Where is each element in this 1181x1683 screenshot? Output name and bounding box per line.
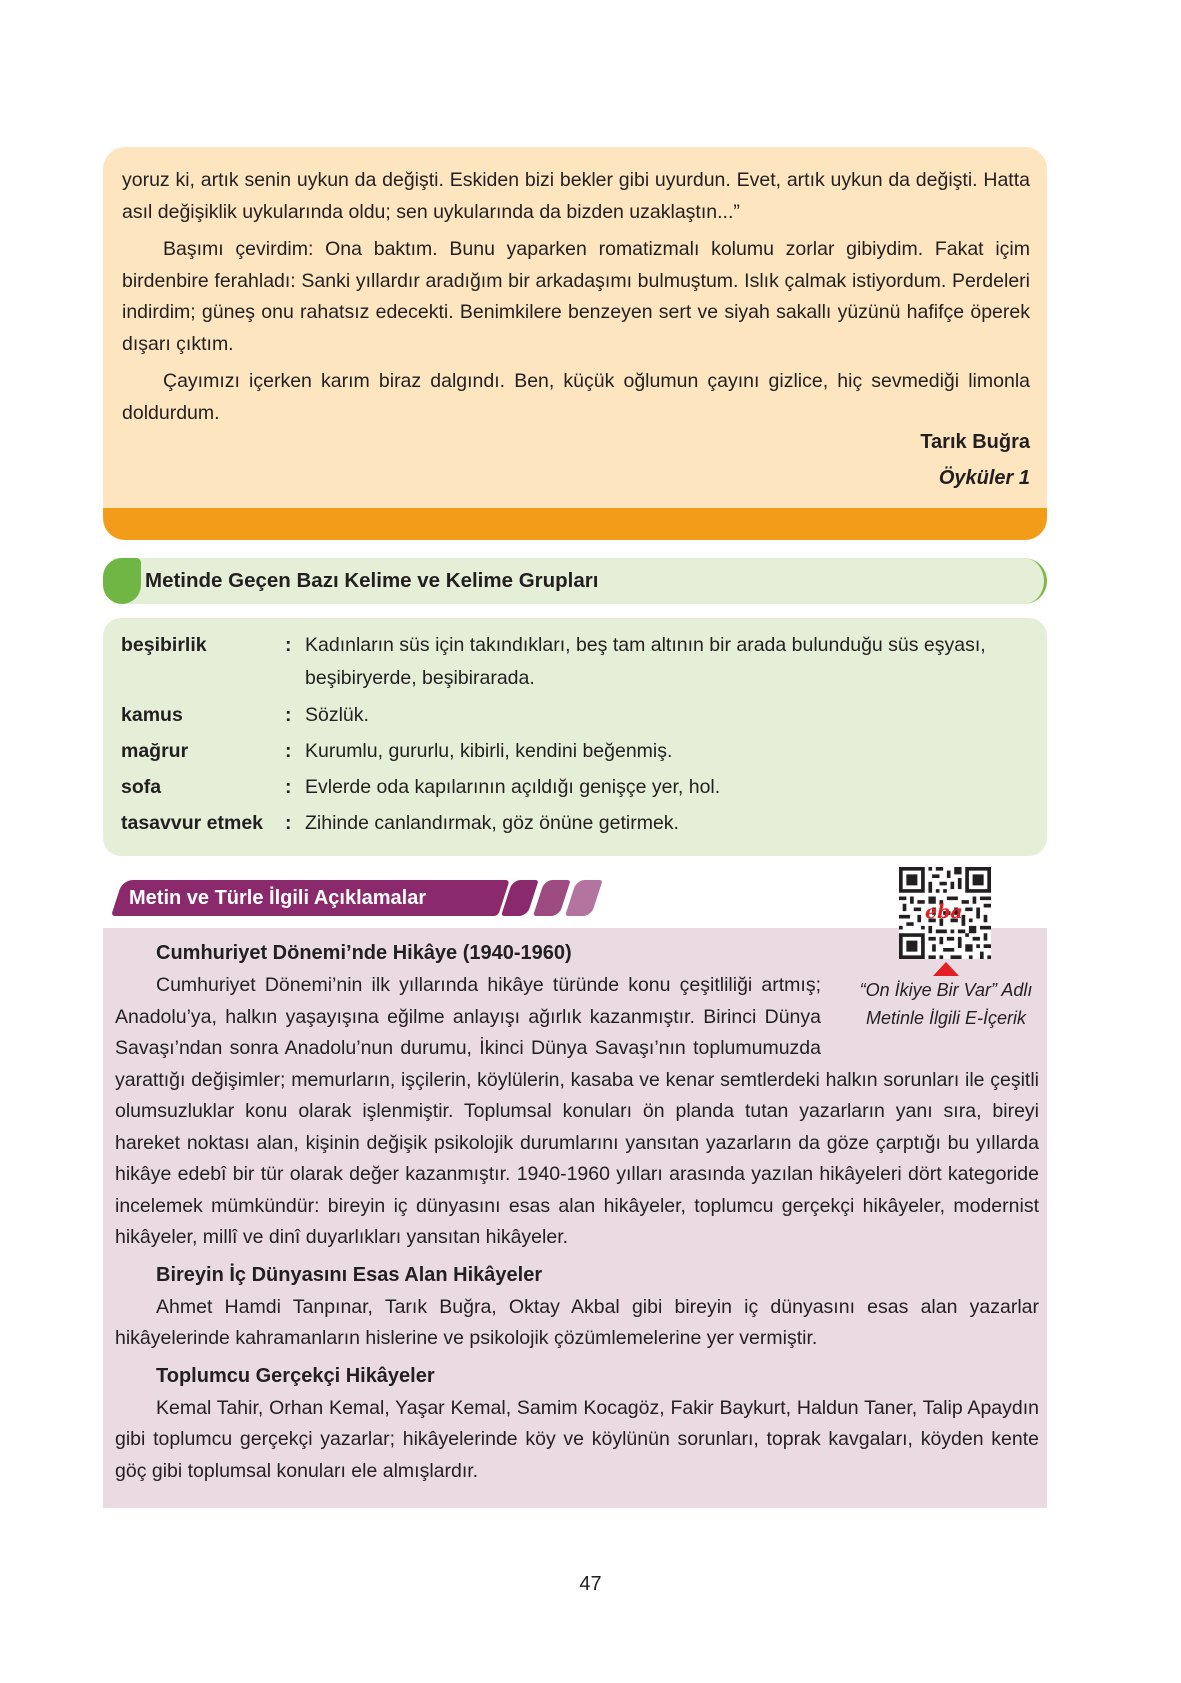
section-heading: Toplumcu Gerçekçi Hikâyeler <box>156 1364 435 1387</box>
section-paragraph: Cumhuriyet Dönemi’nin ilk yıllarında hikâye türünde konu çeşitliliği artmış; Anadolu’ya, halkın yaşayışına eğilme anlayışı ağırlık kazanmıştır. Birinci Dünya Savaşı’ndan sonra Anadolu’nun durumu, İkinci Dünya Savaşı’nın toplumumuzda yarattığı değişimler; memurların, işçilerin, köylülerin, kasaba ve kenar semtlerdeki halkın sorunları ile çeşitli olumsuzluklar konu olarak işlenmiştir. Toplumsal konuları ön planda tutan yazarların yanı sıra, bireyi hareket noktası alan, kişinin değişik psikolojik durumlarını yansıtan yazarların da göze çarptığı bu yıllarda hikâye edebî bir tür olarak değer kazanmıştır. 1940-1960 yılları arasında yazılan hikâyeleri dört kategoride incelemek mümkündür: bireyin iç dünyasını esas alan hikâyeler, toplumcu gerçekçi hikâyeler, modernist hikâyeler, millî ve dinî duyarlıkları yansıtan hikâyeler. <box>115 974 1039 1248</box>
vocab-definition: Sözlük. <box>305 704 369 726</box>
vocabulary-header <box>103 558 1047 604</box>
vocab-definition: Evlerde oda kapılarının açıldığı genişçe yer, hol. <box>305 776 721 798</box>
banner-stripe <box>565 880 603 916</box>
story-paragraph-1: yoruz ki, artık senin uykun da değişti. Eskiden bizi bekler gibi uyurdun. Evet, artık uykun da değişti. Hatta asıl değişiklik uykularında oldu; sen uykularında da bizden uzaklaştın...” <box>122 169 1030 223</box>
vocabulary-title: Metinde Geçen Bazı Kelime ve Kelime Grupları <box>145 569 599 592</box>
vocab-term: kamus <box>121 704 183 726</box>
arrow-up-icon <box>933 962 959 976</box>
explanations-header <box>103 880 603 916</box>
vocab-entry <box>121 699 1025 732</box>
vocab-entry <box>121 735 1025 768</box>
vocab-entry <box>121 629 1025 695</box>
vocab-colon: : <box>285 740 292 762</box>
vocab-definition: Zihinde canlandırmak, göz önüne getirmek. <box>305 812 679 834</box>
vocab-colon: : <box>285 634 292 656</box>
section-paragraph: Ahmet Hamdi Tanpınar, Tarık Buğra, Oktay Akbal gibi bireyin iç dünyasını esas alan yazarlar hikâyelerinde kahramanların hislerine ve psikolojik çözümlemelerine yer vermiştir. <box>115 1295 1039 1349</box>
vocab-term: sofa <box>121 776 162 798</box>
story-author: Tarık Buğra <box>920 431 1030 453</box>
story-paragraph-2: Başımı çevirdim: Ona baktım. Bunu yaparken romatizmalı kolumu zorlar gibiydim. Fakat içim birdenbire ferahladı: Sanki yıllardır aradığım bir arkadaşımı bulmuştum. Islık çalmak istiyordum. Perdeleri indirdim; güneş onu rahatsız edecekti. Benimkilere benzeyen sert ve siyah sakallı yüzünü hafifçe öperek dışarı çıktım. <box>122 238 1030 355</box>
vocab-term: mağrur <box>121 740 189 762</box>
story-box <box>103 147 1047 540</box>
story-text <box>122 165 1030 429</box>
vocab-term: tasavvur etmek <box>121 812 264 834</box>
banner-stripe <box>533 880 571 916</box>
story-source: Öyküler 1 <box>938 467 1030 489</box>
vocab-colon: : <box>285 776 292 798</box>
eba-logo: eba <box>925 901 963 923</box>
leaf-icon <box>103 558 141 604</box>
page-number: 47 <box>579 1573 602 1595</box>
section-heading: Cumhuriyet Dönemi’nde Hikâye (1940-1960) <box>156 942 572 964</box>
section-paragraph: Kemal Tahir, Orhan Kemal, Yaşar Kemal, Samim Kocagöz, Fakir Baykurt, Haldun Taner, Talip Apaydın gibi toplumcu gerçekçi yazarlar; hikâyelerinde köy ve köylünün sorunları, toprak kavgaları, köyden kente göç gibi toplumsal konuları ele almışlardır. <box>115 1396 1039 1482</box>
qr-caption: “On İkiye Bir Var” Adlı Metinle İlgili E-İçerik <box>859 980 1033 1028</box>
vocab-definition: Kadınların süs için takındıkları, beş tam altının bir arada bulunduğu süs eşyası, beşibiryerde, beşibirarada. <box>305 634 986 689</box>
vocab-colon: : <box>285 812 292 834</box>
vocabulary-box <box>103 618 1047 856</box>
section-heading: Bireyin İç Dünyasını Esas Alan Hikâyeler <box>156 1263 543 1286</box>
vocab-colon: : <box>285 704 292 726</box>
vocab-term: beşibirlik <box>121 634 207 656</box>
story-paragraph-3: Çayımızı içerken karım biraz dalgındı. Ben, küçük oğlumun çayını gizlice, hiç sevmediği limonla doldurdum. <box>122 370 1030 424</box>
vocab-entry <box>121 771 1025 804</box>
vocab-entry <box>121 807 1025 840</box>
vocab-definition: Kurumlu, gururlu, kibirli, kendini beğenmiş. <box>305 740 673 762</box>
story-bottom-bar <box>103 508 1047 540</box>
explanations-title: Metin ve Türle İlgili Açıklamalar <box>129 887 427 909</box>
